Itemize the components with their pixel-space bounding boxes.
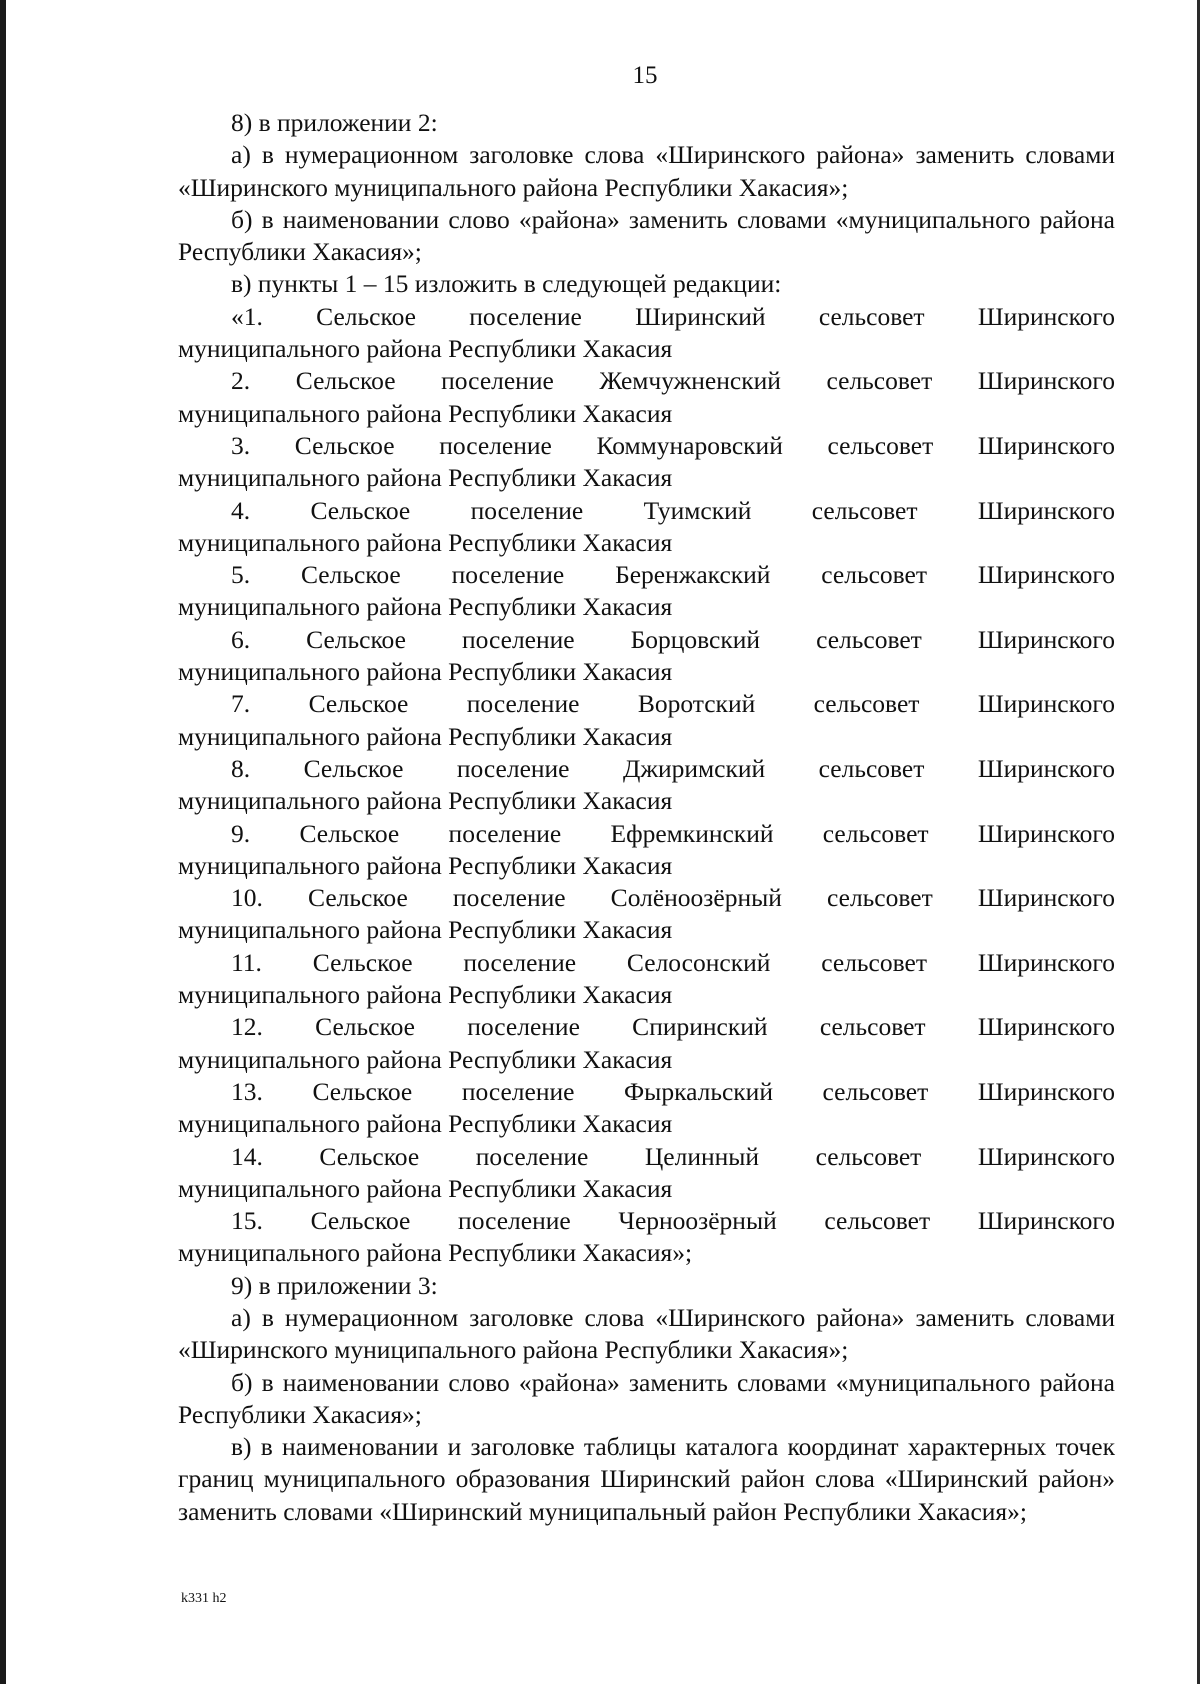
paragraph-appendix-2-heading: 8) в приложении 2: xyxy=(231,108,438,137)
list-item xyxy=(178,1205,1115,1270)
list-item xyxy=(178,882,1115,947)
list-item-line1: 14. Сельское поселение Целинный сельсовет Ширинского xyxy=(231,1141,1115,1171)
list-item-line2: муниципального района Республики Хакасия xyxy=(178,463,673,493)
list-item-line2: муниципального района Республики Хакасия xyxy=(178,334,673,364)
settlement-list xyxy=(178,301,1115,1270)
list-item-line2: муниципального района Республики Хакасия»; xyxy=(178,1238,693,1268)
list-item xyxy=(178,688,1115,753)
list-item-line2: муниципального района Республики Хакасия xyxy=(178,1044,673,1074)
list-item-line1: 9. Сельское поселение Ефремкинский сельсовет Ширинского xyxy=(231,818,1115,848)
list-item-line1: 8. Сельское поселение Джиримский сельсовет Ширинского xyxy=(231,753,1115,783)
paragraph-3a: а) в нумерационном заголовке слова «Ширинского района» заменить словами «Ширинского муниципального района Республики Хакасия»; xyxy=(178,1302,1115,1365)
list-item-line1: 13. Сельское поселение Фыркальский сельсовет Ширинского xyxy=(231,1076,1115,1106)
list-item-line1: 15. Сельское поселение Черноозёрный сельсовет Ширинского xyxy=(231,1206,1115,1236)
list-item-line2: муниципального района Республики Хакасия xyxy=(178,657,673,687)
paragraph-2b: б) в наименовании слово «района» заменить словами «муниципального района Республики Хакасия»; xyxy=(178,204,1115,267)
list-item-line1: «1. Сельское поселение Ширинский сельсовет Ширинского xyxy=(231,301,1115,331)
list-item-line1: 12. Сельское поселение Спиринский сельсовет Ширинского xyxy=(231,1012,1115,1042)
list-item-line2: муниципального района Республики Хакасия xyxy=(178,527,673,557)
list-item xyxy=(178,1076,1115,1141)
list-item xyxy=(178,495,1115,560)
list-item-line1: 11. Сельское поселение Селосонский сельсовет Ширинского xyxy=(231,947,1115,977)
list-item xyxy=(178,624,1115,689)
list-item xyxy=(178,1141,1115,1206)
list-item-line2: муниципального района Республики Хакасия xyxy=(178,915,673,945)
paragraph-2a: а) в нумерационном заголовке слова «Ширинского района» заменить словами «Ширинского муниципального района Республики Хакасия»; xyxy=(178,140,1115,202)
list-item xyxy=(178,1011,1115,1076)
paragraph-2c: в) пункты 1 – 15 изложить в следующей редакции: xyxy=(231,269,782,299)
paragraph-3b: б) в наименовании слово «района» заменить словами «муниципального района Республики Хакасия»; xyxy=(178,1367,1115,1429)
list-item xyxy=(178,365,1115,430)
list-item-line2: муниципального района Республики Хакасия xyxy=(178,592,673,622)
list-item-line2: муниципального района Республики Хакасия xyxy=(178,721,673,751)
scan-edge-left xyxy=(0,0,6,1684)
list-item xyxy=(178,430,1115,495)
paragraph-3c: в) в наименовании и заголовке таблицы каталога координат характерных точек границ муниципального образования Ширинский район слова «Ширинский район» заменить словами «Ширинский муниципальный район Республики Хакасия»; xyxy=(178,1432,1115,1526)
list-item xyxy=(178,559,1115,624)
list-item-line2: муниципального района Республики Хакасия xyxy=(178,1173,673,1203)
list-item-line1: 2. Сельское поселение Жемчужненский сельсовет Ширинского xyxy=(231,366,1115,396)
list-item-line2: муниципального района Республики Хакасия xyxy=(178,850,673,880)
list-item-line1: 3. Сельское поселение Коммунаровский сельсовет Ширинского xyxy=(231,430,1115,460)
list-item xyxy=(178,301,1115,366)
footer-document-code: k331 h2 xyxy=(181,1591,227,1606)
list-item-line1: 5. Сельское поселение Беренжакский сельсовет Ширинского xyxy=(231,560,1115,590)
list-item-line1: 4. Сельское поселение Туимский сельсовет Ширинского xyxy=(231,495,1115,525)
list-item xyxy=(178,818,1115,883)
list-item-line2: муниципального района Республики Хакасия xyxy=(178,786,673,816)
page-number: 15 xyxy=(632,62,658,89)
list-item-line1: 7. Сельское поселение Воротский сельсовет Ширинского xyxy=(231,689,1115,719)
list-item-line1: 10. Сельское поселение Солёноозёрный сельсовет Ширинского xyxy=(231,883,1115,913)
list-item xyxy=(178,753,1115,818)
document-body xyxy=(178,107,1115,1528)
list-item-line1: 6. Сельское поселение Борцовский сельсовет Ширинского xyxy=(231,624,1115,654)
list-item xyxy=(178,947,1115,1012)
list-item-line2: муниципального района Республики Хакасия xyxy=(178,398,673,428)
list-item-line2: муниципального района Республики Хакасия xyxy=(178,980,673,1010)
paragraph-appendix-3-heading: 9) в приложении 3: xyxy=(231,1270,438,1300)
list-item-line2: муниципального района Республики Хакасия xyxy=(178,1109,673,1139)
